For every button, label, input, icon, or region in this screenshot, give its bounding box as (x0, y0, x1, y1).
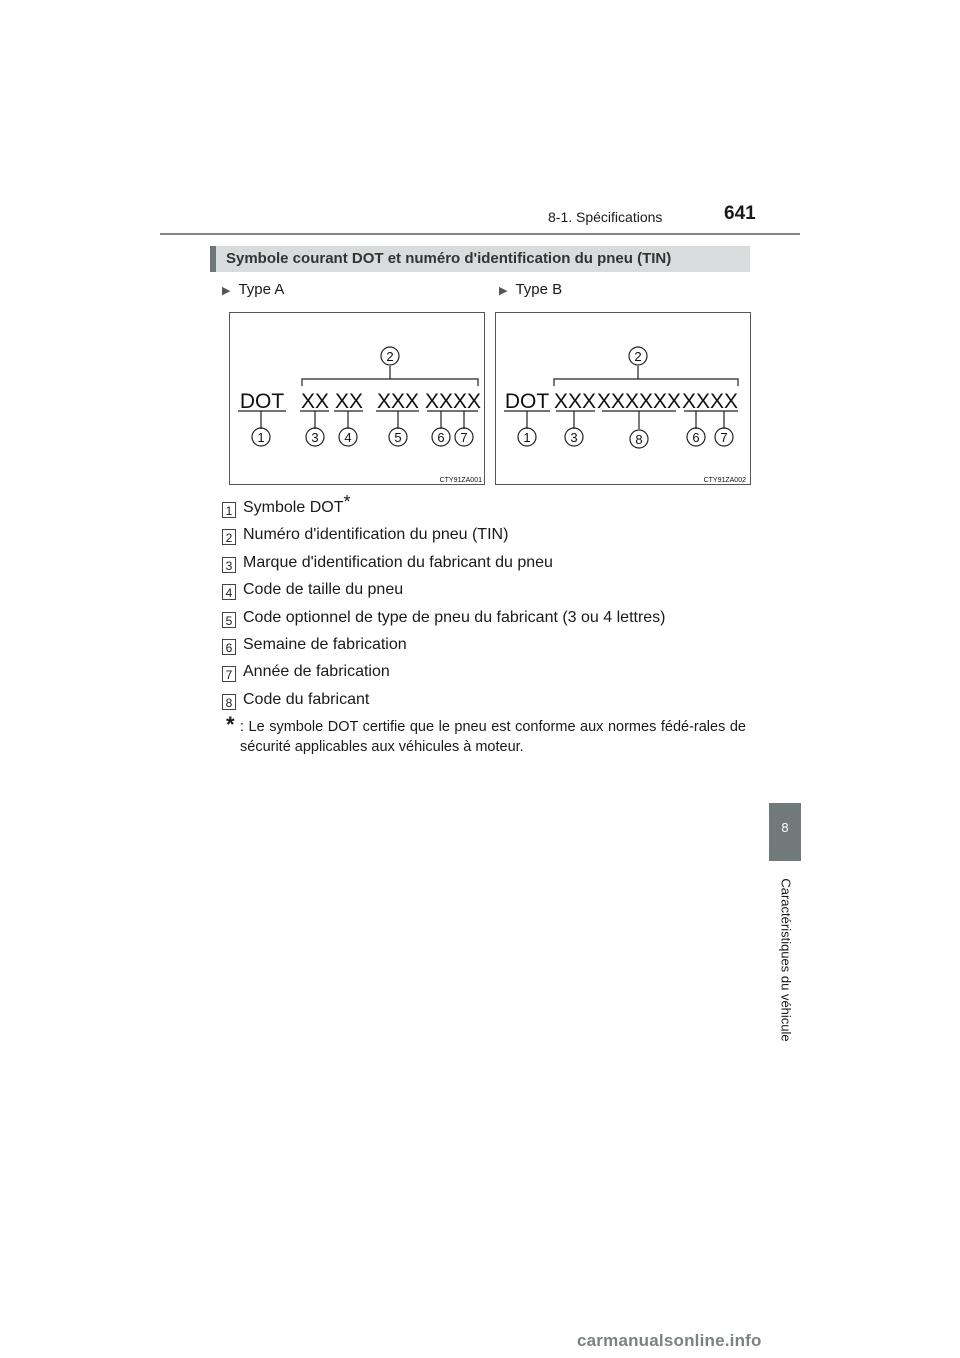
footnote-star: * (343, 491, 351, 512)
segment-dot: DOT (504, 390, 550, 413)
callout-number: 2 (386, 349, 394, 364)
watermark[interactable]: carmanualsonline.info (577, 1331, 762, 1350)
callout-number: 6 (692, 430, 700, 445)
legend-label: Année de fabrication (243, 663, 390, 681)
legend-number-box: 8 (222, 694, 236, 710)
tin-bracket (302, 379, 478, 386)
triangle-bullet-icon: ▶ (499, 285, 508, 297)
legend-text (243, 491, 351, 517)
callout-number: 5 (394, 430, 402, 445)
footnote-star: * (226, 712, 235, 737)
legend-item (222, 580, 762, 607)
legend-item (222, 553, 762, 580)
callout-number: 3 (570, 430, 578, 445)
figure-code: CTY91ZA002 (703, 477, 746, 484)
callout-number: 3 (311, 430, 319, 445)
header-rule (160, 233, 800, 235)
legend-number-box: 7 (222, 666, 236, 682)
tin-diagram-type-a (230, 313, 486, 486)
section-title: Symbole courant DOT et numéro d'identification du pneu (TIN) (226, 250, 672, 267)
segment-label: XXXX (424, 390, 482, 413)
callout-number: 4 (344, 430, 352, 445)
footnote (226, 712, 746, 757)
legend-item (222, 662, 762, 689)
legend-item (222, 491, 762, 525)
type-a-text: Type A (238, 281, 285, 298)
legend-list (222, 491, 762, 717)
callout-number: 1 (257, 430, 265, 445)
segment-label: XXX (376, 390, 420, 413)
legend-label: Marque d'identification du fabricant du pneu (243, 553, 553, 571)
footnote-text: : Le symbole DOT certifie que le pneu est conforme aux normes fédé-rales de sécurité applicables aux véhicules à moteur. (240, 719, 746, 755)
segment-label: XXXX (681, 390, 739, 413)
segment-label: XX (334, 390, 364, 413)
header-section-title: 8-1. Spécifications (548, 209, 663, 225)
chapter-tab[interactable] (769, 803, 801, 861)
figure-code: CTY91ZA001 (439, 477, 482, 484)
chapter-side-label: Caractéristiques du véhicule (778, 878, 794, 1042)
legend-label: Semaine de fabrication (243, 635, 407, 653)
section-title-bar (210, 246, 750, 272)
callout-number: 7 (460, 430, 468, 445)
tin-bracket (554, 379, 738, 386)
type-b-text: Type B (515, 281, 563, 298)
legend-label: Numéro d'identification du pneu (TIN) (243, 526, 509, 544)
callout-number: 1 (523, 430, 531, 445)
legend-item (222, 525, 762, 552)
segment-dot: DOT (239, 390, 285, 413)
callout-number: 8 (635, 432, 643, 447)
legend-number-box: 4 (222, 584, 236, 600)
segment-label: XX (300, 390, 330, 413)
figure-type-a (229, 312, 485, 485)
legend-number-box: 1 (222, 502, 236, 518)
legend-number-box: 2 (222, 529, 236, 545)
callout-number: 6 (437, 430, 445, 445)
legend-number-box: 3 (222, 557, 236, 573)
tin-diagram-type-b (496, 313, 752, 486)
type-b-label (499, 281, 562, 298)
figure-type-b (495, 312, 751, 485)
legend-item (222, 608, 762, 635)
segment-label: XXXXXX (596, 390, 682, 413)
legend-number-box: 6 (222, 639, 236, 655)
legend-label: Code optionnel de type de pneu du fabricant (3 ou 4 lettres) (243, 608, 666, 626)
segment-label: XXX (553, 390, 597, 413)
triangle-bullet-icon: ▶ (222, 285, 231, 297)
legend-label: Code du fabricant (243, 690, 370, 708)
page-number: 641 (724, 203, 756, 224)
legend-number-box: 5 (222, 612, 236, 628)
legend-item (222, 690, 762, 717)
legend-item (222, 635, 762, 662)
callout-number: 7 (720, 430, 728, 445)
callout-number: 2 (634, 349, 642, 364)
legend-label: Code de taille du pneu (243, 581, 404, 599)
legend-label: Symbole DOT (243, 499, 344, 516)
chapter-number: 8 (781, 820, 789, 835)
type-a-label (222, 281, 284, 298)
